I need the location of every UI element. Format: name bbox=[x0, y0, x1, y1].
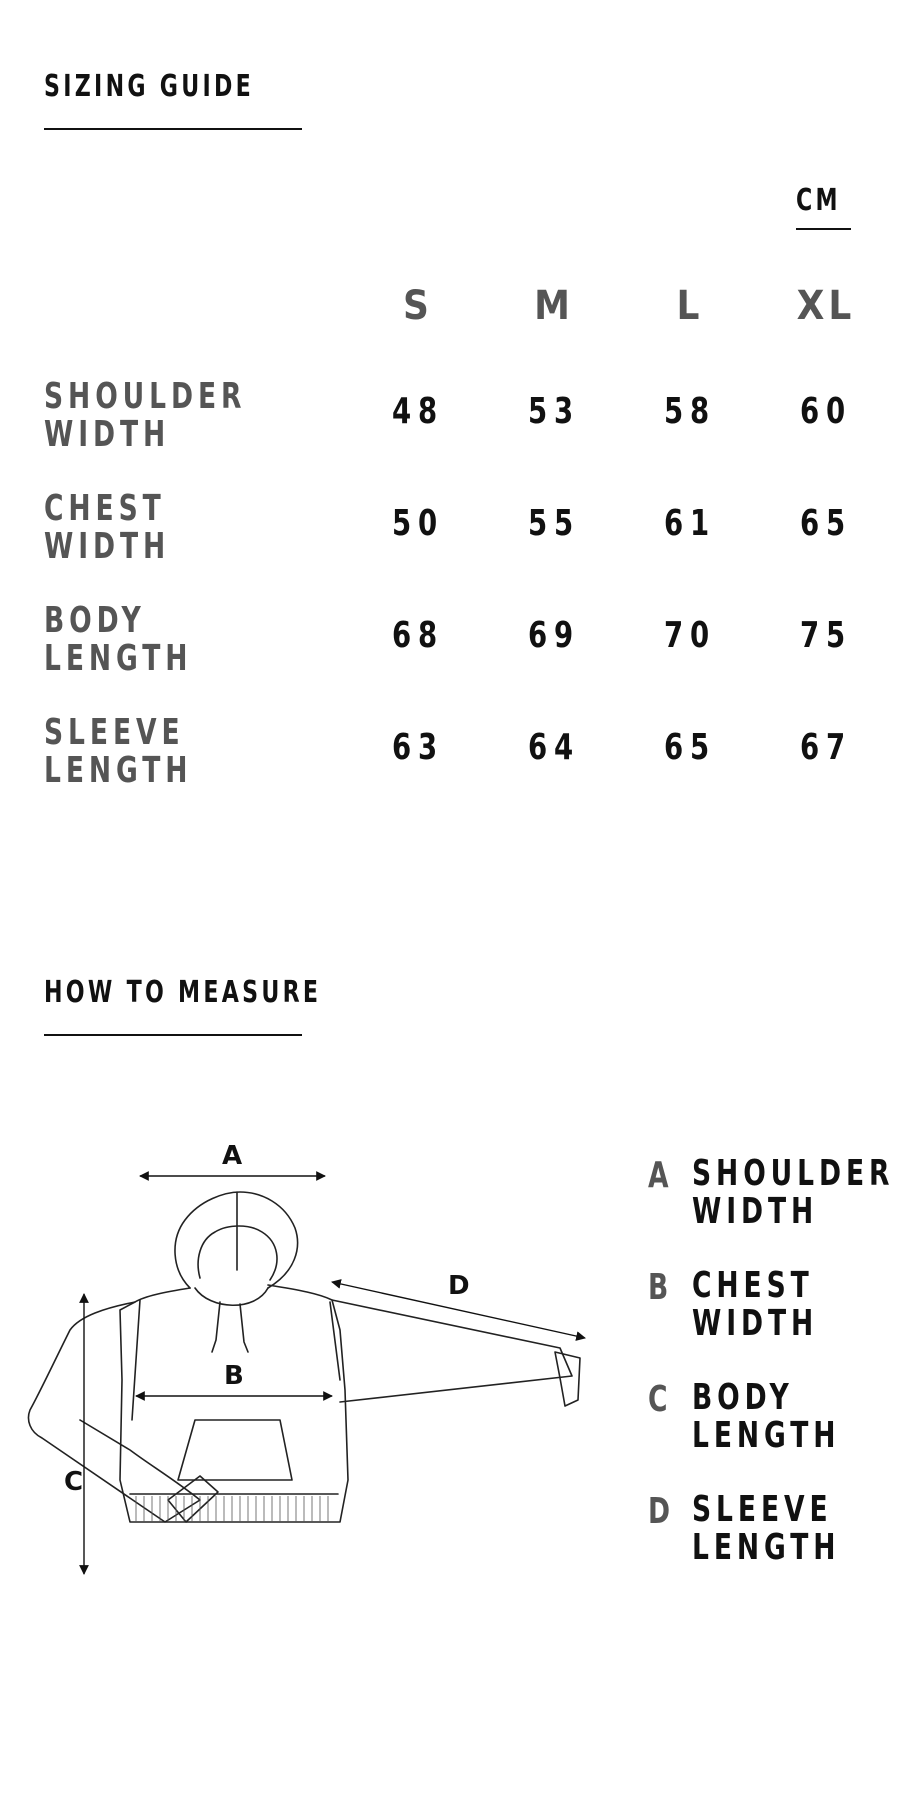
hoodie-diagram bbox=[0, 1120, 620, 1600]
unit-underline bbox=[796, 228, 851, 230]
diagram-label-b: B bbox=[224, 1361, 244, 1391]
table-cell: 65 bbox=[664, 727, 716, 768]
row-label-shoulder-width bbox=[44, 378, 364, 454]
row-label-line2: LENGTH bbox=[44, 750, 193, 791]
diagram-label-a: A bbox=[222, 1141, 243, 1171]
legend-line1: SHOULDER bbox=[692, 1153, 895, 1194]
row-label-line1: SHOULDER bbox=[44, 376, 247, 417]
table-cell: 67 bbox=[800, 727, 852, 768]
legend-line1: SLEEVE bbox=[692, 1489, 833, 1530]
legend-line2: WIDTH bbox=[692, 1303, 819, 1344]
hoodie-neckline bbox=[195, 1288, 268, 1305]
legend-letter-b: B bbox=[648, 1267, 669, 1308]
legend-letter-c: C bbox=[648, 1379, 668, 1420]
row-label-sleeve-length bbox=[44, 714, 364, 790]
legend-item-body-length bbox=[692, 1379, 873, 1455]
sizing-guide-title: SIZING GUIDE bbox=[44, 69, 255, 104]
hoodie-pocket bbox=[178, 1420, 292, 1480]
diagram-label-c: C bbox=[64, 1467, 84, 1497]
table-cell: 55 bbox=[528, 503, 580, 544]
hoodie-drawstring-right bbox=[240, 1304, 248, 1352]
row-label-line2: LENGTH bbox=[44, 638, 193, 679]
row-label-line1: SLEEVE bbox=[44, 712, 185, 753]
table-cell: 64 bbox=[528, 727, 580, 768]
table-cell: 68 bbox=[392, 615, 444, 656]
row-label-chest-width bbox=[44, 490, 364, 566]
table-cell: 65 bbox=[800, 503, 852, 544]
how-to-measure-title: HOW TO MEASURE bbox=[44, 975, 322, 1010]
table-cell: 61 bbox=[664, 503, 716, 544]
legend-letter-a: A bbox=[648, 1155, 669, 1196]
hoodie-body-outline bbox=[120, 1285, 348, 1522]
diagram-label-d: D bbox=[448, 1271, 470, 1301]
legend-item-sleeve-length bbox=[692, 1491, 873, 1567]
table-cell: 70 bbox=[664, 615, 716, 656]
row-label-line1: CHEST bbox=[44, 488, 166, 529]
table-cell: 75 bbox=[800, 615, 852, 656]
legend-line2: LENGTH bbox=[692, 1415, 841, 1456]
sizing-guide-underline bbox=[44, 128, 302, 130]
size-header-xl: XL bbox=[796, 283, 856, 329]
legend-line2: WIDTH bbox=[692, 1191, 819, 1232]
hoodie-right-cuff bbox=[555, 1352, 580, 1406]
legend-line2: LENGTH bbox=[692, 1527, 841, 1568]
legend-letter-d: D bbox=[648, 1491, 671, 1532]
row-label-line2: WIDTH bbox=[44, 414, 171, 455]
row-label-line2: WIDTH bbox=[44, 526, 171, 567]
table-cell: 69 bbox=[528, 615, 580, 656]
table-cell: 58 bbox=[664, 391, 716, 432]
hoodie-hem-ribbing bbox=[136, 1496, 328, 1522]
unit-label: CM bbox=[796, 183, 841, 218]
size-header-s: S bbox=[403, 283, 433, 329]
row-label-line1: BODY bbox=[44, 600, 146, 641]
legend-line1: BODY bbox=[692, 1377, 794, 1418]
legend-item-chest-width bbox=[692, 1267, 846, 1343]
legend-line1: CHEST bbox=[692, 1265, 814, 1306]
legend-item-shoulder-width bbox=[692, 1155, 904, 1231]
table-cell: 63 bbox=[392, 727, 444, 768]
how-to-measure-underline bbox=[44, 1034, 302, 1036]
row-label-body-length bbox=[44, 602, 364, 678]
hoodie-right-arm bbox=[332, 1300, 572, 1402]
hoodie-shoulder-seam-left bbox=[132, 1300, 140, 1420]
size-header-l: L bbox=[676, 283, 704, 329]
size-header-m: M bbox=[534, 283, 574, 329]
table-cell: 50 bbox=[392, 503, 444, 544]
table-cell: 60 bbox=[800, 391, 852, 432]
table-cell: 53 bbox=[528, 391, 580, 432]
hoodie-left-arm bbox=[29, 1302, 201, 1522]
hoodie-drawstring-left bbox=[212, 1302, 220, 1352]
table-cell: 48 bbox=[392, 391, 444, 432]
